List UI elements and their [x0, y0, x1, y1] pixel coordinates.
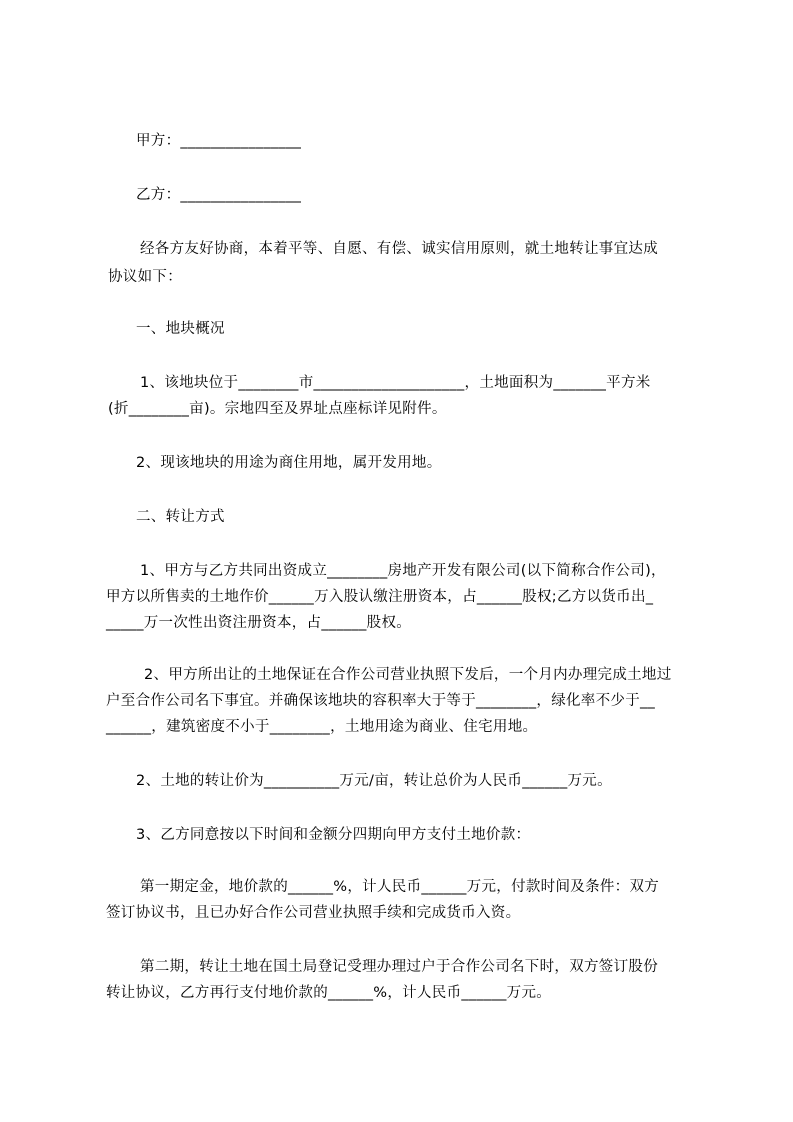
- party-a-line: 甲方：________________: [136, 133, 302, 149]
- section-2-item-2-line-1: 2、甲方所出让的土地保证在合作公司营业执照下发后，一个月内办理完成土地过: [144, 667, 672, 683]
- section-2-item-1-line-2: 甲方以所售卖的土地作价______万入股认缴注册资本，占______股权;乙方以货币出_: [106, 589, 654, 605]
- section-2-item-1-line-3: _____万一次性出资注册资本，占______股权。: [106, 615, 412, 631]
- section-1-item-2: 2、现该地块的用途为商住用地，属开发用地。: [136, 455, 442, 471]
- phase-1-line-1: 第一期定金，地价款的______%，计人民币______万元，付款时间及条件：双方: [140, 879, 660, 895]
- section-2-item-3: 2、土地的转让价为__________万元/亩，转让总价为人民币______万元。: [136, 773, 612, 789]
- intro-paragraph-line-2: 协议如下：: [108, 269, 182, 285]
- phase-2-line-1: 第二期，转让土地在国土局登记受理办理过户于合作公司名下时，双方签订股份: [140, 959, 658, 975]
- section-2-item-2-line-2: 户至合作公司名下事宜。并确保该地块的容积率大于等于________，绿化率不少于__: [106, 693, 656, 709]
- section-1-item-1-line-1: 1、该地块位于________市____________________，土地面积为_______平方米: [140, 375, 651, 391]
- intro-paragraph-line-1: 经各方友好协商，本着平等、自愿、有偿、诚实信用原则，就土地转让事宜达成: [140, 241, 658, 257]
- phase-1-line-2: 签订协议书，且已办好合作公司营业执照手续和完成货币入资。: [106, 905, 521, 921]
- phase-2-line-2: 转让协议，乙方再行支付地价款的______%，计人民币______万元。: [106, 985, 552, 1001]
- section-2-item-1-line-1: 1、甲方与乙方共同出资成立________房地产开发有限公司(以下简称合作公司)，: [140, 563, 666, 579]
- section-2-heading: 二、转让方式: [136, 509, 225, 525]
- section-1-heading: 一、地块概况: [136, 321, 225, 337]
- section-1-item-1-line-2: (折________亩)。宗地四至及界址点座标详见附件。: [108, 401, 447, 417]
- section-2-item-2-line-3: ______，建筑密度不小于________，土地用途为商业、住宅用地。: [106, 719, 538, 735]
- section-2-item-4: 3、乙方同意按以下时间和金额分四期向甲方支付土地价款：: [136, 827, 531, 843]
- party-b-line: 乙方：________________: [136, 187, 302, 203]
